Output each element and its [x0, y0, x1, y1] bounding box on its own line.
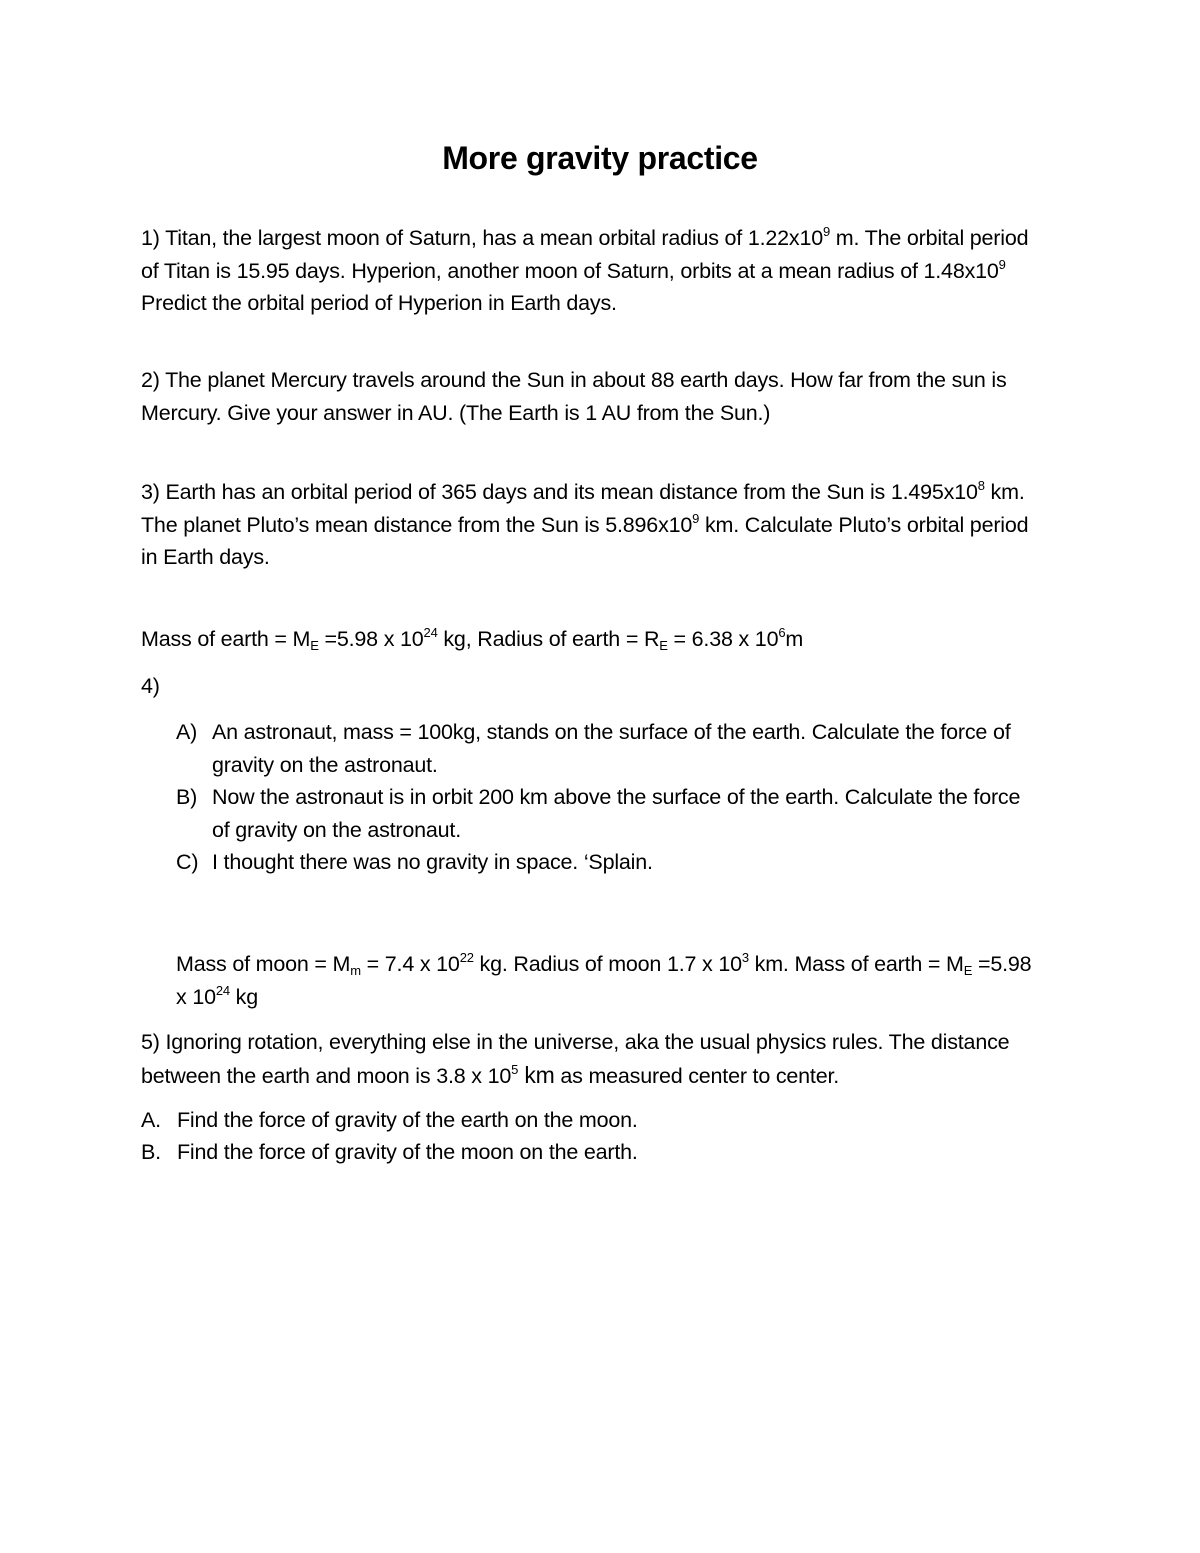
question-1	[141, 222, 1061, 320]
question-1-line-1: 1) Titan, the largest moon of Saturn, has a mean orbital radius of $1.22x10^9$ m. The orbital period	[141, 224, 1029, 250]
question-5	[141, 1026, 1061, 1092]
list-marker: C)	[176, 850, 199, 874]
question-1-line-2: of Titan is 15.95 days. Hyperion, another moon of Saturn, orbits at a mean radius of $1.48x10^9$	[141, 256, 1006, 283]
question-5-item-a: A. Find the force of gravity of the earth on the moon.	[141, 1104, 1041, 1136]
earth-constants: Mass of earth = $M_E =5.98$ x $10^{24}$ kg, Radius of earth = $R_E = 6.38$ x $10^6m$	[141, 625, 804, 653]
question-4-label: 4)	[141, 674, 160, 698]
question-5-item-b: B. Find the force of gravity of the moon on the earth.	[141, 1136, 1041, 1168]
question-2	[141, 364, 1061, 429]
list-marker: B.	[141, 1140, 161, 1164]
question-3	[141, 476, 1061, 574]
page-title: More gravity practice	[442, 140, 758, 176]
question-1-line-3: Predict the orbital period of Hyperion in Earth days.	[141, 291, 617, 315]
question-3-line-2: The planet Pluto’s mean distance from the Sun is $5.896x10^9$ km. Calculate Pluto’s orbital period	[141, 510, 1029, 537]
question-4-list	[176, 716, 1076, 879]
question-3-line-3: in Earth days.	[141, 545, 270, 569]
question-5-list	[141, 1104, 1041, 1168]
question-3-line-1: 3) Earth has an orbital period of 365 days and its mean distance from the Sun is $1.495x10^8$ km.	[141, 478, 1025, 504]
question-5-line-1: 5) Ignoring rotation, everything else in the universe, aka the usual physics rules. The distance	[141, 1030, 1010, 1054]
question-4-item-a: A) An astronaut, mass = 100kg, stands on the surface of the earth. Calculate the force of gravity on the astronaut.	[176, 716, 1076, 781]
moon-constants: Mass of moon = $M_m = 7.4$ x $10^{22}$ kg. Radius of moon 1.7 x $10^3$ km. Mass of earth = $M_E =5.98$ x $10^{24}$ kg	[176, 950, 1032, 1009]
list-marker: A)	[176, 720, 198, 744]
question-2-line-1: 2) The planet Mercury travels around the Sun in about 88 earth days. How far from the sun is	[141, 368, 1007, 392]
question-4-item-c: C) I thought there was no gravity in space. ‘Splain.	[176, 846, 1076, 879]
question-5-line-2: between the earth and moon is 3.8 x $10^5$ km as measured center to center.	[141, 1061, 840, 1088]
list-marker: A.	[141, 1108, 161, 1132]
question-4-item-b: B) Now the astronaut is in orbit 200 km above the surface of the earth. Calculate the force of gravity on the astronaut.	[176, 781, 1076, 846]
question-2-line-2: Mercury. Give your answer in AU. (The Earth is 1 AU from the Sun.)	[141, 400, 771, 425]
list-marker: B)	[176, 785, 198, 809]
